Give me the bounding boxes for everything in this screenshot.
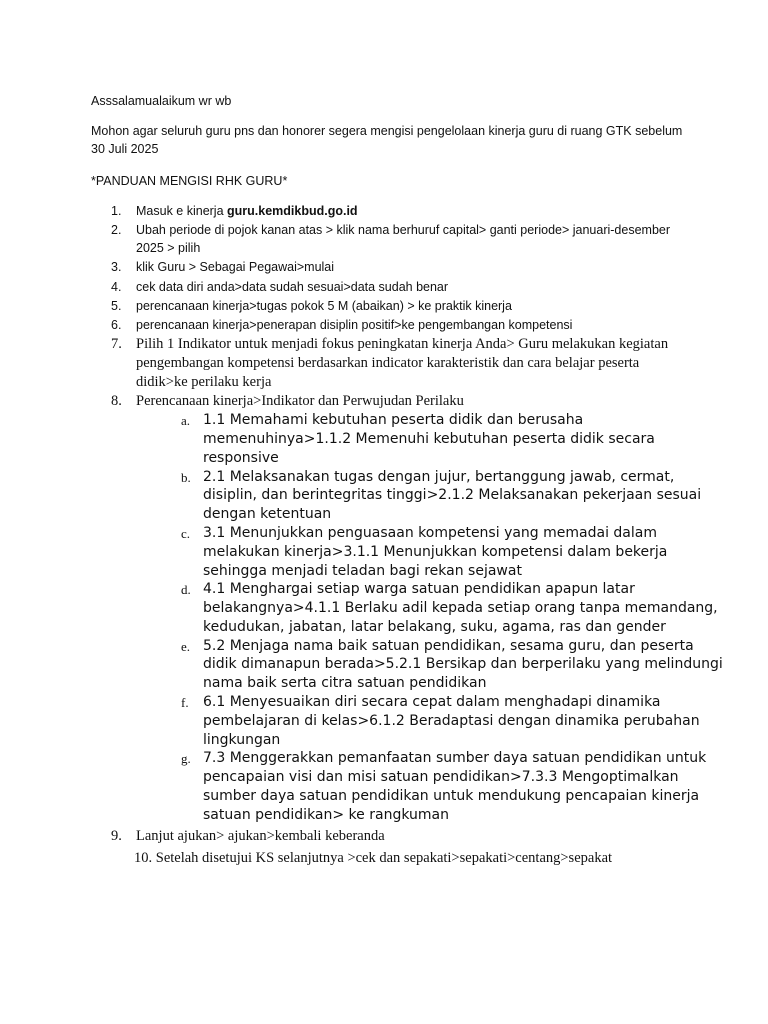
substep-letter: a. [181, 413, 191, 429]
step-text: cek data diri anda>data sudah sesuai>data sudah benar [136, 279, 449, 294]
step-number: 7. [111, 336, 122, 353]
step-text: perencanaan kinerja>tugas pokok 5 M (abaikan) > ke praktik kinerja [136, 298, 512, 313]
step-3 [91, 258, 691, 276]
substep-letter: d. [181, 582, 191, 598]
substeps-list [136, 411, 723, 825]
greeting-text: Asssalamualaikum wr wb [91, 94, 232, 108]
substep-g [136, 749, 707, 824]
substep-text: 4.1 Menghargai setiap warga satuan pendidikan apapun latar belakangnya>4.1.1 Berlaku adil kepada setiap orang tanpa memandang, kedudukan, jabatan, latar belakang, suku, agama, ras dan gender [203, 581, 718, 635]
step-number: 1. [111, 204, 122, 218]
step-number: 3. [111, 260, 122, 275]
substep-f [136, 693, 700, 749]
step-text: Ubah periode di pojok kanan atas > klik nama berhuruf capital> ganti periode> januari-desember 2025 > pilih [136, 223, 671, 256]
substep-text: 1.1 Memahami kebutuhan peserta didik dan berusaha memenuhinya>1.1.2 Memenuhi kebutuhan peserta didik secara responsive [203, 412, 655, 466]
document-page [91, 92, 723, 868]
substep-b [136, 468, 702, 524]
step-7 [91, 335, 691, 392]
substep-e [136, 637, 723, 693]
substep-letter: f. [181, 695, 189, 711]
substep-a [136, 411, 691, 467]
step-4 [91, 278, 691, 296]
substep-text: 6.1 Menyesuaikan diri secara cepat dalam menghadapi dinamika pembelajaran di kelas>6.1.2 Beradaptasi dengan dinamika perubahan lingkungan [203, 694, 700, 748]
step-text: Lanjut ajukan> ajukan>kembali keberanda [136, 827, 385, 844]
step-text: Pilih 1 Indikator untuk menjadi fokus peningkatan kinerja Anda> Guru melakukan kegiatan pengembangan kompetensi berdasarkan indicator karakteristik dan cara belajar peserta didik>ke perilaku kerja [136, 336, 669, 391]
step-number: 5. [111, 298, 122, 313]
substep-text: 5.2 Menjaga nama baik satuan pendidikan, sesama guru, dan peserta didik dimanapun berada>5.2.1 Bersikap dan berperilaku yang melindungi nama baik serta citra satuan pendidikan [203, 637, 723, 692]
step-text: klik Guru > Sebagai Pegawai>mulai [136, 260, 335, 275]
steps-list [91, 202, 723, 868]
step-1 [91, 202, 691, 220]
step-2 [91, 221, 691, 257]
substep-letter: c. [181, 525, 191, 541]
step-9 [91, 827, 691, 846]
guide-title: *PANDUAN MENGISI RHK GURU* [91, 174, 288, 188]
step-text: Setelah disetujui KS selanjutnya >cek dan sepakati>sepakati>centang>sepakat [155, 849, 613, 866]
step-8 [91, 392, 723, 825]
step-number: 8. [111, 393, 122, 410]
step-number: 9. [111, 827, 122, 844]
substep-text: 2.1 Melaksanakan tugas dengan jujur, bertanggung jawab, cermat, disiplin, dan berintegritas tinggi>2.1.2 Melaksanakan pekerjaan sesuai dengan ketentuan [203, 468, 702, 523]
step-text: Masuk e kinerja [136, 204, 228, 218]
step-5 [91, 297, 691, 315]
substep-text: 7.3 Menggerakkan pemanfaatan sumber daya satuan pendidikan untuk pencapaian visi dan misi satuan pendidikan>7.3.3 Mengoptimalkan sumber daya satuan pendidikan untuk mendukung pencapaian kinerja satuan pendidikan> ke rangkuman [203, 750, 707, 823]
step-number: 2. [111, 223, 122, 238]
step-10 [91, 849, 691, 868]
step-text: Perencanaan kinerja>Indikator dan Perwujudan Perilaku [136, 393, 464, 410]
kinerja-url: guru.kemdikbud.go.id [227, 204, 358, 218]
substep-text: 3.1 Menunjukkan penguasaan kompetensi yang memadai dalam melakukan kinerja>3.1.1 Menunjukkan kompetensi dalam bekerja sehingga menjadi teladan bagi rekan sejawat [203, 524, 668, 579]
substep-c [136, 524, 691, 580]
announcement-text: Mohon agar seluruh guru pns dan honorer segera mengisi pengelolaan kinerja guru di ruang GTK sebelum 30 Juli 2025 [91, 124, 683, 156]
substep-letter: b. [181, 469, 191, 485]
substep-letter: e. [181, 638, 191, 654]
substep-letter: g. [181, 751, 191, 767]
step-number: 4. [111, 279, 122, 294]
step-text: perencanaan kinerja>penerapan disiplin positif>ke pengembangan kompetensi [136, 317, 573, 332]
step-6 [91, 316, 691, 334]
substep-d [136, 580, 718, 636]
step-number: 10. [134, 849, 153, 866]
step-number: 6. [111, 317, 122, 332]
